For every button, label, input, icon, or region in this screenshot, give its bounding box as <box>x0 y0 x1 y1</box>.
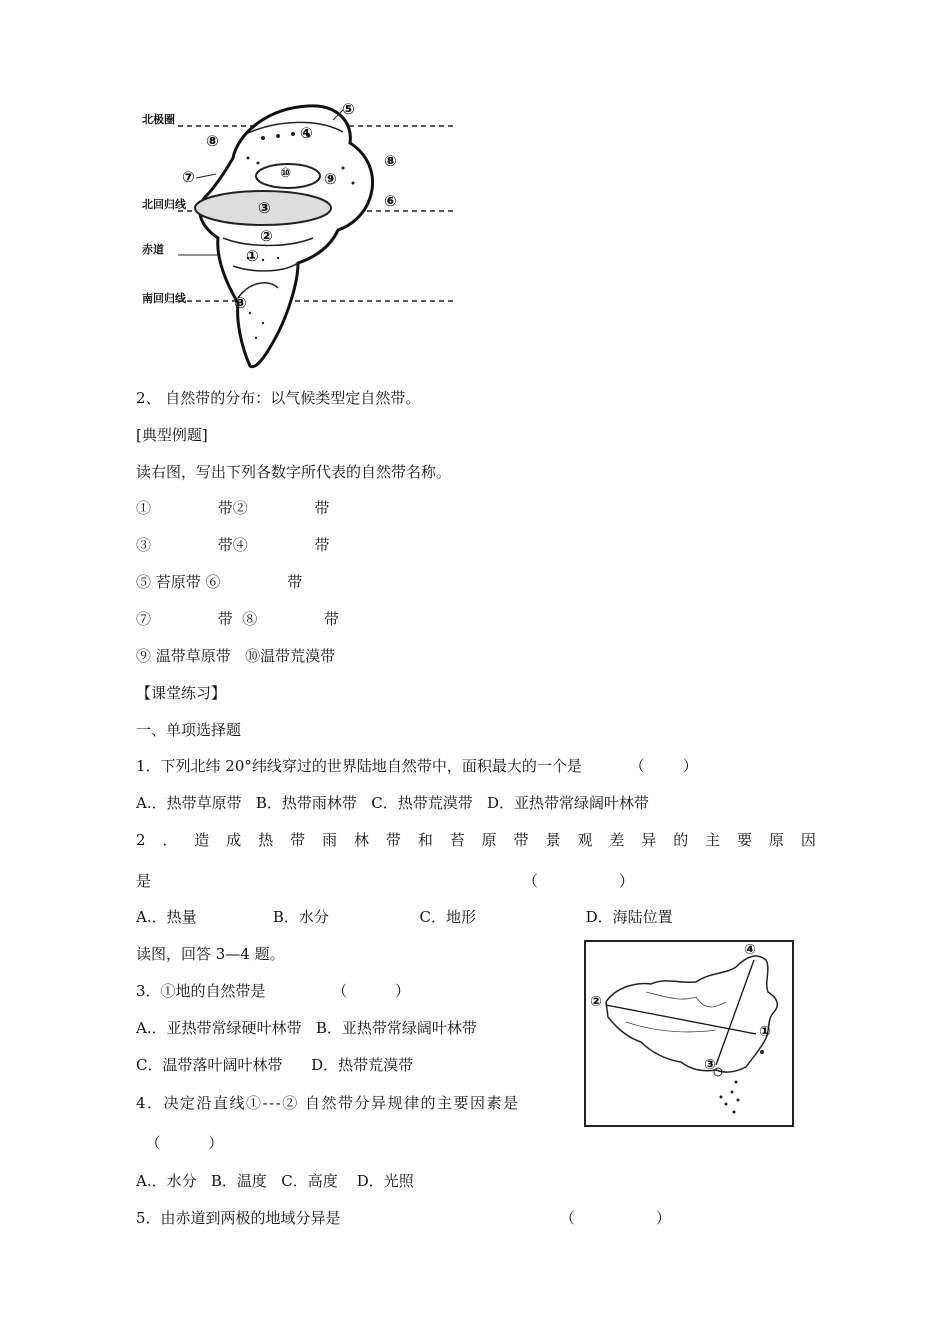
char: 成 <box>226 831 242 849</box>
char: 差 <box>609 831 625 849</box>
equator-label: 赤道 <box>142 243 164 256</box>
question-3-options-a: A.．亚热带常绿硬叶林带 B．亚热带常绿阔叶林带 <box>136 1019 477 1037</box>
instruction-text: 读右图，写出下列各数字所代表的自然带名称。 <box>136 463 452 481</box>
section-title: 一、单项选择题 <box>136 721 242 739</box>
question-1-options: A.．热带草原带 B．热带雨林带 C．热带荒漠带 D．亚热带常绿阔叶林带 <box>136 794 650 812</box>
arctic-circle-label: 北极圈 <box>142 113 175 126</box>
char: 主 <box>705 831 721 849</box>
char: 原 <box>481 831 497 849</box>
zone-marker: ② <box>260 227 273 245</box>
answer-row: ③ 带④ 带 <box>136 536 330 554</box>
example-heading: [典型例题] <box>136 426 208 444</box>
char: 林 <box>353 831 369 849</box>
char: 带 <box>385 831 401 849</box>
map-instruction: 读图，回答 3—4 题。 <box>136 945 285 963</box>
map-marker: ③ <box>704 1057 716 1073</box>
continent-zones-svg <box>138 98 458 373</box>
zone-marker: ③ <box>234 294 247 312</box>
china-map-figure <box>584 940 794 1127</box>
practice-heading: 【课堂练习】 <box>136 684 227 702</box>
zone-marker: ④ <box>300 124 313 142</box>
tropic-of-cancer-label: 北回归线 <box>142 198 186 211</box>
zone-marker: ⑩ <box>280 166 292 181</box>
char: 和 <box>417 831 433 849</box>
char: 带 <box>290 831 306 849</box>
natural-zones-diagram <box>138 98 458 373</box>
answer-row: ⑦ 带 ⑧ 带 <box>136 610 340 628</box>
char: 景 <box>545 831 561 849</box>
question-2-end: 是 （ ） <box>136 872 634 890</box>
map-marker: ④ <box>744 942 756 958</box>
char: 要 <box>737 831 753 849</box>
zone-marker: ⑨ <box>324 170 337 188</box>
question-1: 1．下列北纬 20°纬线穿过的世界陆地自然带中，面积最大的一个是 （ ） <box>136 757 698 775</box>
zone-marker: ⑧ <box>206 132 219 150</box>
char: 2 <box>136 831 146 849</box>
char: 雨 <box>322 831 338 849</box>
section-heading: 2、 自然带的分布：以气候类型定自然带。 <box>136 389 421 407</box>
zone-marker: ⑦ <box>182 168 195 186</box>
char: 因 <box>800 831 816 849</box>
char: 原 <box>768 831 784 849</box>
zone-marker: ① <box>246 247 259 265</box>
char: 热 <box>258 831 274 849</box>
zone-marker: ⑧ <box>384 152 397 170</box>
char: 的 <box>673 831 689 849</box>
char: 苔 <box>449 831 465 849</box>
question-2-line <box>136 830 816 850</box>
char: 造 <box>194 831 210 849</box>
char: 观 <box>577 831 593 849</box>
char: 带 <box>513 831 529 849</box>
map-marker: ① <box>759 1024 771 1040</box>
char: ． <box>162 831 178 849</box>
question-4: 4．决定沿直线①---② 自然带分异规律的主要因素是 <box>136 1094 520 1112</box>
question-5: 5．由赤道到两极的地域分异是 （ ） <box>136 1209 671 1227</box>
question-4-paren: （ ） <box>136 1134 224 1152</box>
question-3: 3．①地的自然带是 （ ） <box>136 982 410 1000</box>
zone-marker: ③ <box>258 199 271 217</box>
answer-row: ① 带② 带 <box>136 499 330 517</box>
answer-row: ⑨ 温带草原带 ⑩温带荒漠带 <box>136 647 336 665</box>
question-4-options: A.．水分 B．温度 C．高度 D．光照 <box>136 1172 414 1190</box>
zone-marker: ⑤ <box>342 100 355 118</box>
zone-marker: ⑥ <box>384 192 397 210</box>
char: 异 <box>641 831 657 849</box>
question-3-options-c: C．温带落叶阔叶林带 D．热带荒漠带 <box>136 1056 414 1074</box>
map-marker: ② <box>590 994 602 1010</box>
question-2-options: A.．热量 B．水分 C．地形 D．海陆位置 <box>136 908 673 926</box>
tropic-of-capricorn-label: 南回归线 <box>142 292 186 305</box>
answer-row: ⑤ 苔原带 ⑥ 带 <box>136 573 303 591</box>
